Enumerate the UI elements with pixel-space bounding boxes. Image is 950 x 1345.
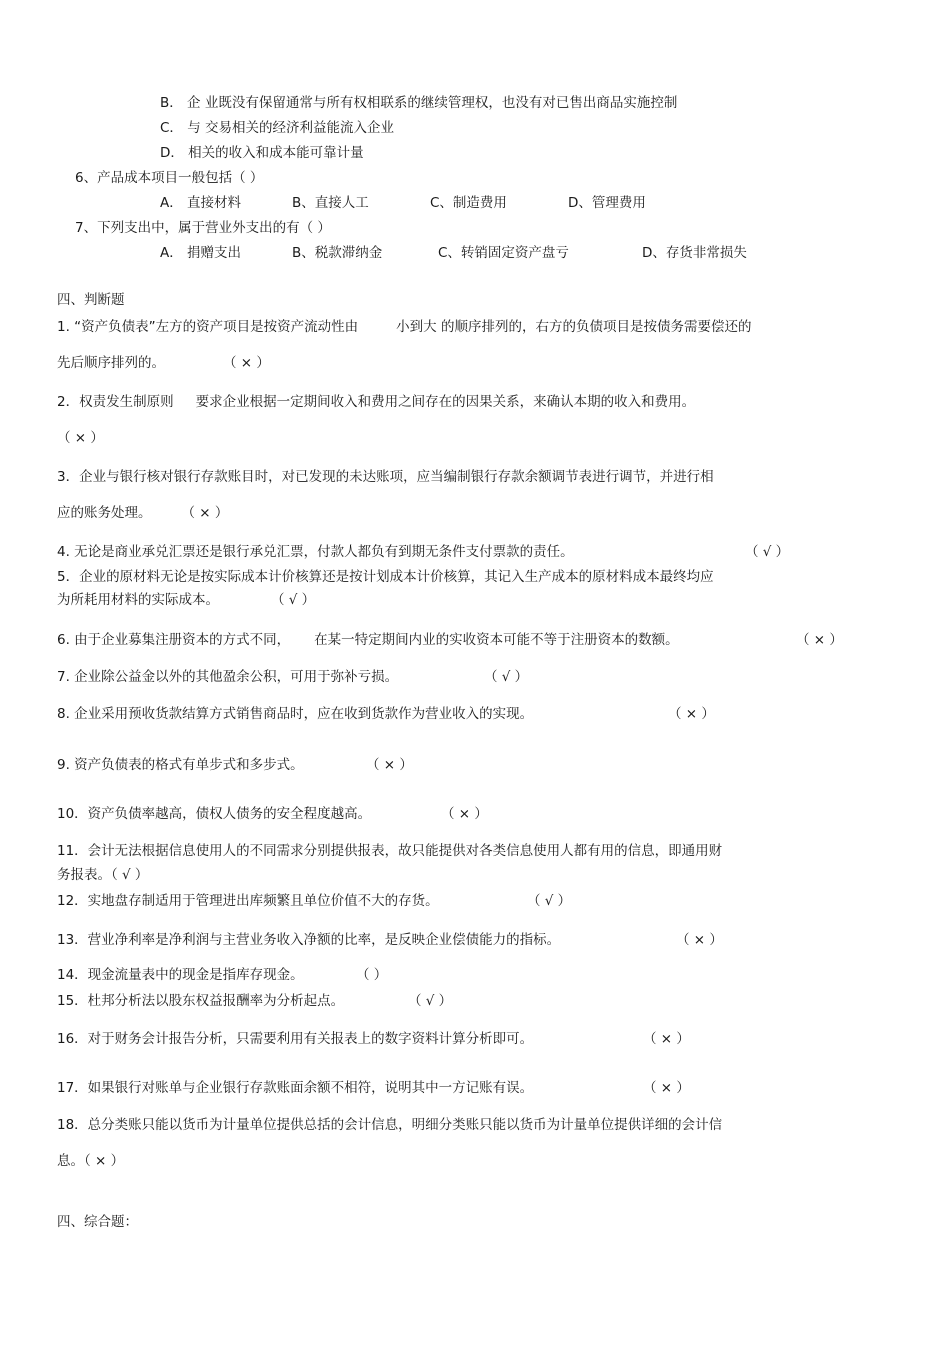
tf-item-18-answer: （ × ） bbox=[84, 1153, 125, 1169]
q7-option-d: D、存货非常损失 bbox=[642, 245, 747, 261]
tf-item-5-line-2: 为所耗用材料的实际成本。 （ √ ） bbox=[57, 592, 316, 608]
tf-item-3-line-2: 应的账务处理。 （ × ） bbox=[57, 505, 229, 521]
q7-option-c: C、转销固定资产盘亏 bbox=[438, 245, 569, 261]
tf-item-11-line-1: 11．会计无法根据信息使用人的不同需求分别提供报表，故只能提供对各类信息使用人都有用的信息，即通用财 bbox=[57, 843, 723, 859]
tf-item-17-text: 17．如果银行对账单与企业银行存款账面余额不相符，说明其中一方记账有误。 bbox=[57, 1080, 534, 1096]
q5-option-d: D． 相关的收入和成本能可靠计量 bbox=[160, 145, 364, 161]
q7-stem: 7、下列支出中，属于营业外支出的有（ ） bbox=[75, 220, 331, 236]
tf-item-11-answer: （ √ ） bbox=[111, 867, 149, 883]
tf-item-2-answer: （ × ） bbox=[57, 430, 104, 446]
tf-item-3-answer: （ × ） bbox=[181, 505, 229, 521]
tf-item-14-text: 14．现金流量表中的现金是指库存现金。 bbox=[57, 967, 304, 983]
tf-item-15-text: 15．杜邦分析法以股东权益报酬率为分析起点。 bbox=[57, 993, 345, 1009]
tf-item-2-line-1: 2．权责发生制原则 要求企业根据一定期间收入和费用之间存在的因果关系，来确认本期的收入和费用。 bbox=[57, 394, 696, 410]
tf-item-5-line-1: 5．企业的原材料无论是按实际成本计价核算还是按计划成本计价核算，其记入生产成本的原材料成本最终均应 bbox=[57, 569, 714, 585]
tf-item-8-text: 8. 企业采用预收货款结算方式销售商品时，应在收到货款作为营业收入的实现。 bbox=[57, 706, 534, 722]
tf-item-12-answer: （ √ ） bbox=[527, 893, 572, 909]
tf-item-13-text: 13．营业净利率是净利润与主营业务收入净额的比率，是反映企业偿债能力的指标。 bbox=[57, 932, 561, 948]
tf-item-3-line-1: 3．企业与银行核对银行存款账目时，对已发现的未达账项，应当编制银行存款余额调节表进行调节，并进行相 bbox=[57, 469, 714, 485]
tf-item-4-text: 4. 无论是商业承兑汇票还是银行承兑汇票，付款人都负有到期无条件支付票款的责任。 bbox=[57, 544, 574, 560]
tf-item-1-line-2: 先后顺序排列的。 （ × ） bbox=[57, 355, 270, 371]
tf-item-7-text: 7. 企业除公益金以外的其他盈余公积，可用于弥补亏损。 bbox=[57, 669, 399, 685]
tf-item-14-answer: （ ） bbox=[356, 967, 388, 983]
q6-option-c: C、制造费用 bbox=[430, 195, 507, 211]
tf-item-6-answer: （ × ） bbox=[796, 632, 843, 648]
tf-item-7-answer: （ √ ） bbox=[484, 669, 529, 685]
tf-item-9-text: 9. 资产负债表的格式有单步式和多步式。 bbox=[57, 757, 304, 773]
tf-item-16-text: 16．对于财务会计报告分析，只需要利用有关报表上的数字资料计算分析即可。 bbox=[57, 1031, 534, 1047]
q6-option-b: B、直接人工 bbox=[292, 195, 369, 211]
tf-item-16-answer: （ × ） bbox=[643, 1031, 690, 1047]
q7-option-b: B、税款滞纳金 bbox=[292, 245, 383, 261]
q6-option-d: D、管理费用 bbox=[568, 195, 646, 211]
tf-item-15-answer: （ √ ） bbox=[408, 993, 453, 1009]
tf-item-18-line-2: 息。（ × ） bbox=[57, 1153, 125, 1169]
tf-item-10-text: 10．资产负债率越高，债权人债务的安全程度越高。 bbox=[57, 806, 372, 822]
tf-item-12-text: 12．实地盘存制适用于管理进出库频繁且单位价值不大的存货。 bbox=[57, 893, 439, 909]
tf-item-9-answer: （ × ） bbox=[366, 757, 413, 773]
q6-option-a: A． 直接材料 bbox=[160, 195, 242, 211]
tf-item-5-answer: （ √ ） bbox=[271, 592, 316, 608]
tf-item-4-answer: （ √ ） bbox=[745, 544, 790, 560]
tf-item-8-answer: （ × ） bbox=[668, 706, 715, 722]
tf-item-11-line-2: 务报表。（ √ ） bbox=[57, 867, 149, 883]
section-heading-true-false: 四、判断题 bbox=[57, 292, 125, 308]
q5-option-b: B． 企 业既没有保留通常与所有权相联系的继续管理权，也没有对已售出商品实施控制 bbox=[160, 95, 678, 111]
tf-item-1-answer: （ × ） bbox=[223, 355, 270, 371]
section-heading-comprehensive: 四、综合题： bbox=[57, 1214, 138, 1230]
tf-item-17-answer: （ × ） bbox=[643, 1080, 690, 1096]
tf-item-18-line-1: 18．总分类账只能以货币为计量单位提供总括的会计信息，明细分类账只能以货币为计量单位提供详细的会计信 bbox=[57, 1117, 723, 1133]
q7-option-a: A． 捐赠支出 bbox=[160, 245, 242, 261]
tf-item-13-answer: （ × ） bbox=[676, 932, 723, 948]
tf-item-6-text: 6. 由于企业募集注册资本的方式不同， 在某一特定期间内业的实收资本可能不等于注册资本的数额。 bbox=[57, 632, 679, 648]
tf-item-10-answer: （ × ） bbox=[441, 806, 488, 822]
q5-option-c: C． 与 交易相关的经济利益能流入企业 bbox=[160, 120, 395, 136]
q6-stem: 6、产品成本项目一般包括（ ） bbox=[75, 170, 264, 186]
tf-item-1-line-1: 1. “资产负债表”左方的资产项目是按资产流动性由 小到大 的顺序排列的，右方的负债项目是按债务需要偿还的 bbox=[57, 319, 752, 335]
